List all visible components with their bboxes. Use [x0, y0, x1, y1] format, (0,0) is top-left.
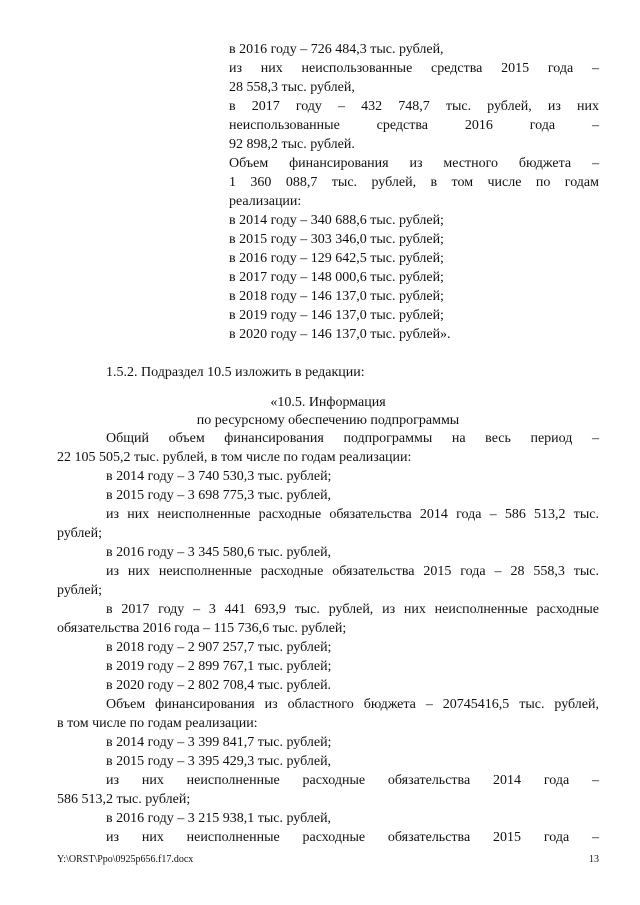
text-line-l33: Объем финансирования из областного бюджета – 20745416,5 тыс. рублей, [106, 697, 599, 712]
text-line-l31: в 2019 году – 2 899 767,1 тыс. рублей; [106, 659, 332, 674]
text-line-l37: из них неисполненные расходные обязательства 2014 года – [106, 773, 599, 788]
text-line-l26: из них неисполненные расходные обязательства 2015 года – 28 558,3 тыс. [106, 564, 599, 579]
text-line-l36: в 2015 году – 3 395 429,3 тыс. рублей, [106, 754, 332, 769]
text-line-l23: из них неисполненные расходные обязательства 2014 года – 586 513,2 тыс. [106, 507, 599, 522]
text-line-extra-1: в 2016 году – 3 215 938,1 тыс. рублей, [106, 811, 332, 826]
text-line-l01: из них неиспользованные средства 2015 года – [229, 61, 599, 76]
text-line-l20: 22 105 505,2 тыс. рублей, в том числе по годам реализации: [57, 450, 412, 465]
text-line-l32: в 2020 году – 2 802 708,4 тыс. рублей. [106, 678, 332, 693]
text-line-l06: Объем финансирования из местного бюджета – [229, 156, 599, 171]
text-line-l24: рублей; [57, 526, 102, 541]
text-line-l28: в 2017 году – 3 441 693,9 тыс. рублей, из них неисполненные расходные [106, 602, 599, 617]
text-line-extra-0: 586 513,2 тыс. рублей; [57, 792, 191, 807]
footer-page-number: 13 [589, 854, 599, 865]
text-line-l27: рублей; [57, 583, 102, 598]
text-line-l09: в 2014 году – 340 688,6 тыс. рублей; [229, 213, 444, 228]
text-line-l16: 1.5.2. Подраздел 10.5 изложить в редакции: [106, 365, 365, 380]
text-line-l30: в 2018 году – 2 907 257,7 тыс. рублей; [106, 640, 332, 655]
text-line-l35: в 2014 году – 3 399 841,7 тыс. рублей; [106, 735, 332, 750]
text-line-l13: в 2018 году – 146 137,0 тыс. рублей; [229, 289, 444, 304]
text-line-l05: 92 898,2 тыс. рублей. [229, 137, 355, 152]
text-line-l12: в 2017 году – 148 000,6 тыс. рублей; [229, 270, 444, 285]
section-heading-subtitle: по ресурсному обеспечению подпрограммы [196, 413, 460, 428]
text-line-l11: в 2016 году – 129 642,5 тыс. рублей; [229, 251, 444, 266]
text-line-l25: в 2016 году – 3 345 580,6 тыс. рублей, [106, 545, 332, 560]
text-line-l10: в 2015 году – 303 346,0 тыс. рублей; [229, 232, 444, 247]
footer-file-path: Y:\ORST\Ppo\0925p656.f17.docx [57, 854, 194, 865]
text-line-l00: в 2016 году – 726 484,3 тыс. рублей, [229, 42, 444, 57]
text-line-l15: в 2020 году – 146 137,0 тыс. рублей». [229, 327, 451, 342]
text-line-extra-2: из них неисполненные расходные обязательства 2015 года – [106, 830, 599, 845]
text-line-l22: в 2015 году – 3 698 775,3 тыс. рублей, [106, 488, 332, 503]
text-line-l29: обязательства 2016 года – 115 736,6 тыс. рублей; [57, 621, 347, 636]
text-line-l07: 1 360 088,7 тыс. рублей, в том числе по годам [229, 175, 599, 190]
section-heading-title: «10.5. Информация [270, 395, 386, 410]
text-line-l03: в 2017 году – 432 748,7 тыс. рублей, из них [229, 99, 599, 114]
text-line-l04: неиспользованные средства 2016 года – [229, 118, 599, 133]
text-line-l19: Общий объем финансирования подпрограммы на весь период – [106, 431, 599, 446]
text-line-l21: в 2014 году – 3 740 530,3 тыс. рублей; [106, 469, 332, 484]
text-line-l02: 28 558,3 тыс. рублей, [229, 80, 355, 95]
text-line-l34: в том числе по годам реализации: [57, 716, 258, 731]
text-line-l14: в 2019 году – 146 137,0 тыс. рублей; [229, 308, 444, 323]
text-line-l08: реализации: [229, 194, 302, 209]
